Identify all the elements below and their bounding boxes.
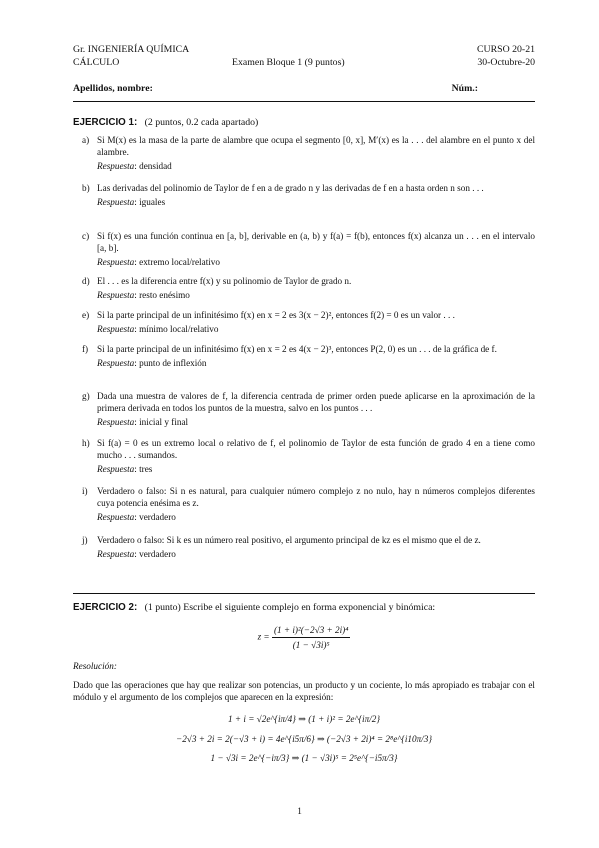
answer-label: Respuesta: [97, 548, 135, 559]
answer-label: Respuesta: [97, 196, 135, 207]
equation-lhs: z =: [257, 631, 270, 642]
exercise-2-statement: (1 punto) Escribe el siguiente complejo en forma exponencial y binómica:: [144, 602, 436, 613]
item-answer: [97, 290, 535, 302]
answer-value: : iguales: [134, 196, 166, 207]
page-number: 1: [297, 806, 302, 816]
equation-denominator: (1 − √3i)⁵: [292, 640, 330, 650]
exam-date: 30-Octubre-20: [477, 57, 535, 68]
exercise-1-item: [73, 231, 535, 268]
item-answer: [97, 464, 535, 476]
item-answer: [97, 257, 535, 269]
exercise-1-item: [73, 344, 535, 370]
item-label: d): [82, 276, 90, 286]
main-equation: [73, 624, 535, 651]
exercise-1-item: [73, 276, 535, 302]
resolution-step-3: 1 − √3i = 2e^{−iπ/3} ⇒ (1 − √3i)⁵ = 2⁵e^{−i5π/3}: [210, 753, 398, 763]
answer-value: : verdadero: [134, 548, 176, 559]
course-label: CURSO 20-21: [477, 44, 535, 55]
resolution-step-2: −2√3 + 2i = 2(−√3 + i) = 4e^{i5π/6} ⇒ (−2√3 + 2i)⁴ = 2⁸e^{i10π/3}: [176, 734, 432, 744]
item-question: Las derivadas del polinomio de Taylor de f en a de grado n y las derivadas de f en a hasta orden n son . . .: [97, 183, 484, 193]
answer-value: : verdadero: [134, 511, 176, 522]
item-question: Verdadero o falso: Si k es un número real positivo, el argumento principal de kz es el mismo que el de z.: [97, 535, 481, 545]
item-label: f): [82, 344, 89, 354]
item-label: e): [82, 310, 90, 320]
exercise-1-item: [73, 183, 535, 209]
item-label: h): [82, 438, 90, 448]
item-answer: [97, 324, 535, 336]
number-field-label: Núm.:: [451, 83, 478, 94]
exercise-1-item: [73, 135, 535, 172]
answer-label: Respuesta: [97, 511, 135, 522]
item-label: b): [82, 183, 90, 193]
subject-name: CÁLCULO: [73, 57, 120, 68]
answer-label: Respuesta: [97, 256, 135, 267]
answer-label: Respuesta: [97, 463, 135, 474]
exercise-2-tag: EJERCICIO 2:: [73, 602, 138, 613]
equation-fraction: [272, 624, 351, 651]
item-label: c): [82, 231, 90, 241]
item-answer: [97, 512, 535, 524]
item-question: Si f(a) = 0 es un extremo local o relativo de f, el polinomio de Taylor de esta función de grado 4 en a tiene como mucho . . . sumandos.: [97, 438, 535, 460]
exercise-1-tag: EJERCICIO 1:: [73, 117, 138, 128]
answer-label: Respuesta: [97, 357, 135, 368]
item-label: a): [82, 135, 90, 145]
answer-label: Respuesta: [97, 289, 135, 300]
item-answer: [97, 197, 535, 209]
exercise-1-item: [73, 438, 535, 475]
resolution-text: Dado que las operaciones que hay que realizar son potencias, un producto y un cociente, lo más apropiado es trabajar con el módulo y el argumento de los complejos que aparecen en la expresión:: [73, 680, 535, 702]
item-question: Si la parte principal de un infinitésimo f(x) en x = 2 es 3(x − 2)², entonces f(2) = 0 es un valor . . .: [97, 310, 455, 320]
header-divider: [73, 101, 535, 102]
exam-title: Examen Bloque 1 (9 puntos): [232, 57, 345, 68]
answer-value: : densidad: [134, 160, 172, 171]
answer-label: Respuesta: [97, 160, 135, 171]
item-answer: [97, 358, 535, 370]
answer-value: : extremo local/relativo: [134, 256, 220, 267]
exercise-divider: [73, 593, 535, 594]
answer-label: Respuesta: [97, 416, 135, 427]
answer-value: : resto enésimo: [134, 289, 190, 300]
item-answer: [97, 161, 535, 173]
org-name: Gr. INGENIERÍA QUÍMICA: [73, 44, 190, 55]
exercise-1-item: [73, 486, 535, 523]
resolution-step-1: 1 + i = √2e^{iπ/4} ⇒ (1 + i)² = 2e^{iπ/2}: [227, 714, 381, 724]
equation-numerator: (1 + i)²(−2√3 + 2i)⁴: [272, 624, 351, 638]
answer-value: : tres: [134, 463, 153, 474]
answer-value: : mínimo local/relativo: [134, 323, 219, 334]
item-label: g): [82, 391, 90, 401]
item-question: Si la parte principal de un infinitésimo f(x) en x = 2 es 4(x − 2)³, entonces P(2, 0) es un . . . de la gráfica de f.: [97, 344, 497, 354]
item-question: Verdadero o falso: Si n es natural, para cualquier número complejo z no nulo, hay n números complejos diferentes cuya potencia enésima es z.: [97, 486, 535, 508]
item-question: Si f(x) es una función continua en [a, b], derivable en (a, b) y f(a) = f(b), entonces f(x) alcanza un . . . en el intervalo [a, b].: [97, 231, 535, 253]
item-question: Si M(x) es la masa de la parte de alambre que ocupa el segmento [0, x], M′(x) es la . . . del alambre en el punto x del alambre.: [97, 135, 535, 157]
answer-value: : inicial y final: [134, 416, 189, 427]
item-label: i): [82, 486, 88, 496]
item-label: j): [82, 535, 88, 545]
resolution-label: Resolución:: [73, 661, 117, 671]
item-question: El . . . es la diferencia entre f(x) y su polinomio de Taylor de grado n.: [97, 276, 352, 286]
item-answer: [97, 417, 535, 429]
name-field-label: Apellidos, nombre:: [73, 83, 153, 94]
exercise-1-item: [73, 391, 535, 428]
item-question: Dada una muestra de valores de f, la diferencia centrada de primer orden puede aplicarse en la aproximación de la primera derivada en todos los puntos de la muestra, salvo en los puntos . . .: [97, 391, 535, 413]
exercise-1-title: [73, 117, 535, 129]
item-answer: [97, 549, 535, 561]
exercise-1-item: [73, 310, 535, 336]
exercise-1-points: (2 puntos, 0.2 cada apartado): [144, 117, 259, 128]
exercise-1-item: [73, 535, 535, 561]
exercise-2-title: [73, 602, 535, 614]
answer-value: : punto de inflexión: [134, 357, 207, 368]
answer-label: Respuesta: [97, 323, 135, 334]
